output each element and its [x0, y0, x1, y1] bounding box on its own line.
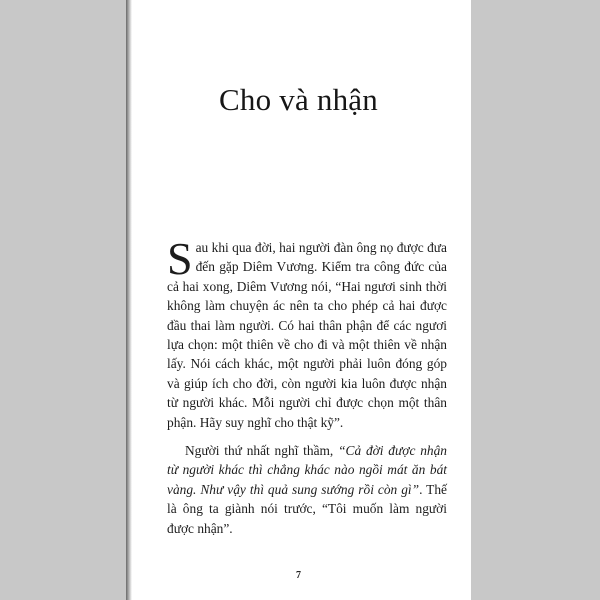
page-number: 7 [296, 570, 301, 581]
left-background [0, 0, 130, 600]
drop-cap: S [167, 233, 193, 284]
paragraph-1 [167, 233, 447, 432]
chapter-title: Cho và nhận [219, 82, 378, 117]
paragraph-2 [167, 441, 447, 538]
paragraph-2-intro: Người thứ nhất nghĩ thầm, [185, 443, 339, 459]
right-background [470, 0, 600, 600]
body-text [167, 233, 447, 538]
paragraph-2-thought: “Cả đời được nhận từ người khác thì chẳng khác nào ngồi mát ăn bát vàng. Như vậy thì quả sung sướng rồi còn gì” [167, 443, 447, 497]
paragraph-2-outro: . Thế là ông ta giành nói trước, “Tôi muốn làm người được nhận”. [167, 481, 447, 536]
paragraph-1-text: au khi qua đời, hai người đàn ông nọ được đưa đến gặp Diêm Vương. Kiểm tra công đức của cả hai xong, Diêm Vương nói, “Hai ngươi sinh thời không làm chuyện ác nên ta cho phép cả hai được đầu thai làm người. Có hai thân phận để các ngươi lựa chọn: một thiên về cho đi và một thiên về nhận lấy. Nói cách khác, một người phải luôn đóng góp và giúp ích cho đời, còn người kia luôn được nhận từ người khác. Mỗi người chỉ được chọn một thân phận. Hãy suy nghĩ cho thật kỹ”. [167, 240, 447, 430]
book-page [126, 0, 471, 600]
